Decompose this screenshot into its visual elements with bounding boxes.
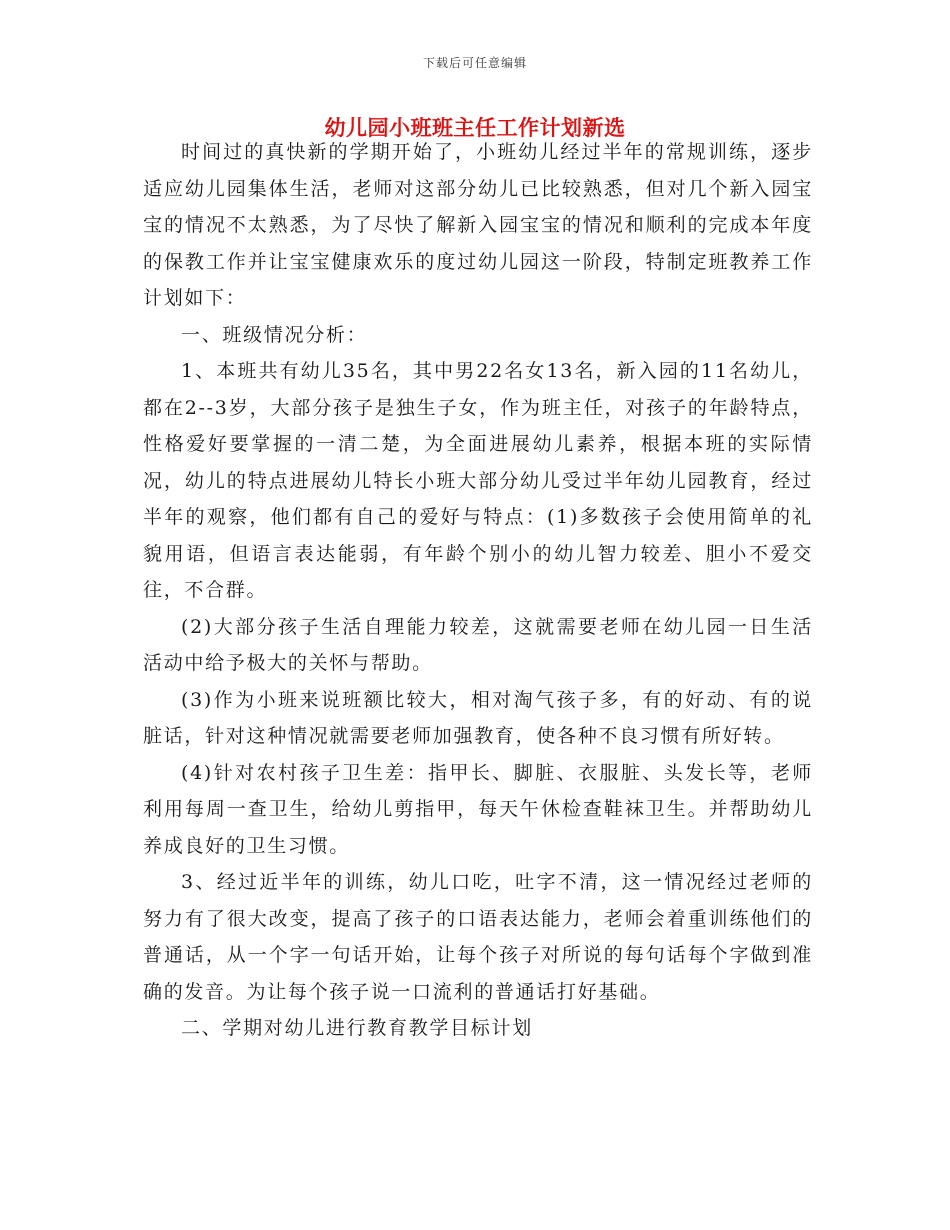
- paragraph-point-3: (3)作为小班来说班额比较大，相对淘气孩子多，有的好动、有的说脏话，针对这种情况就需要老师加强教育，使各种不良习惯有所好转。: [143, 688, 813, 747]
- header-note: 下载后可任意编辑: [422, 56, 527, 70]
- paragraph-section-1-heading: 一、班级情况分析：: [181, 323, 368, 346]
- document-body: [143, 134, 813, 1047]
- document-title: 幼儿园小班班主任工作计划新选: [324, 115, 626, 140]
- paragraph-intro: 时间过的真快新的学期开始了，小班幼儿经过半年的常规训练，逐步适应幼儿园集体生活，老师对这部分幼儿已比较熟悉，但对几个新入园宝宝的情况不太熟悉，为了尽快了解新入园宝宝的情况和顺利的完成本年度的保教工作并让宝宝健康欢乐的度过幼儿园这一阶段，特制定班教养工作计划如下：: [143, 141, 813, 309]
- paragraph-class-analysis: 1、本班共有幼儿35名，其中男22名女13名，新入园的11名幼儿，都在2--3岁，大部分孩子是独生子女，作为班主任，对孩子的年龄特点，性格爱好要掌握的一清二楚，为全面进展幼儿素养，根据本班的实际情况，幼儿的特点进展幼儿特长小班大部分幼儿受过半年幼儿园教育，经过半年的观察，他们都有自己的爱好与特点：(1)多数孩子会使用简单的礼貌用语，但语言表达能弱，有年龄个别小的幼儿智力较差、胆小不爱交往，不合群。: [143, 360, 813, 601]
- paragraph-language-training: 3、经过近半年的训练，幼儿口吃，吐字不清，这一情况经过老师的努力有了很大改变，提高了孩子的口语表达能力，老师会着重训练他们的普通话，从一个字一句话开始，让每个孩子对所说的每句话每个字做到准确的发音。为让每个孩子说一口流利的普通话打好基础。: [143, 871, 813, 1003]
- paragraph-section-2-heading: 二、学期对幼儿进行教育教学目标计划: [181, 1017, 533, 1039]
- paragraph-point-4: (4)针对农村孩子卫生差：指甲长、脚脏、衣服脏、头发长等，老师利用每周一查卫生，给幼儿剪指甲，每天午休检查鞋袜卫生。并帮助幼儿养成良好的卫生习惯。: [143, 761, 813, 857]
- paragraph-point-2: (2)大部分孩子生活自理能力较差，这就需要老师在幼儿园一日生活活动中给予极大的关怀与帮助。: [143, 615, 813, 674]
